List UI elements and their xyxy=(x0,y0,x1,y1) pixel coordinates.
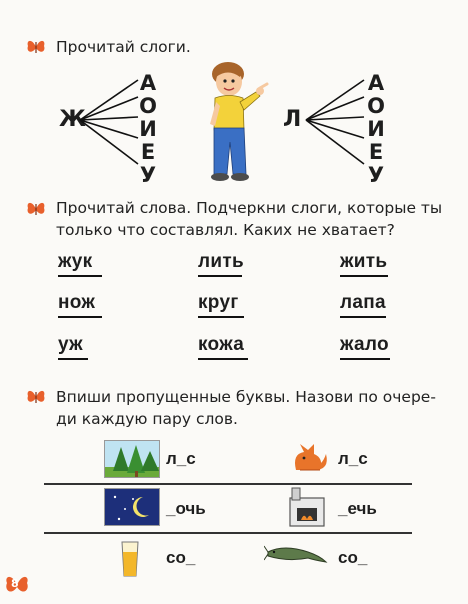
butterfly-icon xyxy=(26,200,46,218)
instruction-1: Прочитай слоги. xyxy=(56,38,191,56)
instruction-2-line1: Прочитай слова. Подчеркни слоги, которые ты xyxy=(56,199,443,217)
catfish-icon xyxy=(264,540,330,568)
vowel-column-left xyxy=(138,72,158,187)
butterfly-icon xyxy=(26,388,46,406)
word-blank[interactable]: л_с xyxy=(338,449,368,468)
boy-illustration xyxy=(200,58,270,186)
butterfly-icon xyxy=(26,38,46,56)
word: нож xyxy=(58,292,96,313)
vowel: У xyxy=(367,163,385,187)
word: жало xyxy=(340,334,389,355)
vowel: О xyxy=(139,94,157,118)
word: кожа xyxy=(198,334,245,355)
vowel: О xyxy=(367,94,385,118)
night-icon xyxy=(104,488,160,526)
vowel: Е xyxy=(140,140,156,164)
vowel: Е xyxy=(368,140,384,164)
consonant-left: Ж xyxy=(59,107,86,132)
page-number: 8 xyxy=(11,577,19,590)
vowel: И xyxy=(367,117,385,141)
forest-icon xyxy=(104,440,160,478)
vowel: У xyxy=(139,163,157,187)
word-blank[interactable]: _очь xyxy=(166,499,206,518)
consonant-right: Л xyxy=(283,107,302,132)
vowel: А xyxy=(139,71,157,95)
stove-icon xyxy=(286,486,328,528)
word: жук xyxy=(58,251,93,272)
vowel-column-right xyxy=(366,72,386,187)
word: лапа xyxy=(340,292,386,313)
instruction-3-line1: Впиши пропущенные буквы. Назови по очере- xyxy=(56,388,436,406)
word: жить xyxy=(340,251,388,272)
fox-icon xyxy=(290,440,330,478)
juice-glass-icon xyxy=(120,538,140,578)
word-blank[interactable]: со_ xyxy=(338,548,368,567)
instruction-3-line2: ди каждую пару слов. xyxy=(56,410,238,428)
word-blank[interactable]: _ечь xyxy=(338,499,377,518)
word-blank[interactable]: л_с xyxy=(166,449,196,468)
fan-lines-right xyxy=(304,70,368,180)
instruction-2-line2: только что составлял. Каких не хватает? xyxy=(56,221,395,239)
vowel: И xyxy=(139,117,157,141)
word: лить xyxy=(198,251,244,272)
vowel: А xyxy=(367,71,385,95)
word: уж xyxy=(58,334,83,355)
word-blank[interactable]: со_ xyxy=(166,548,196,567)
word: круг xyxy=(198,292,239,313)
fan-lines-left xyxy=(78,70,142,180)
